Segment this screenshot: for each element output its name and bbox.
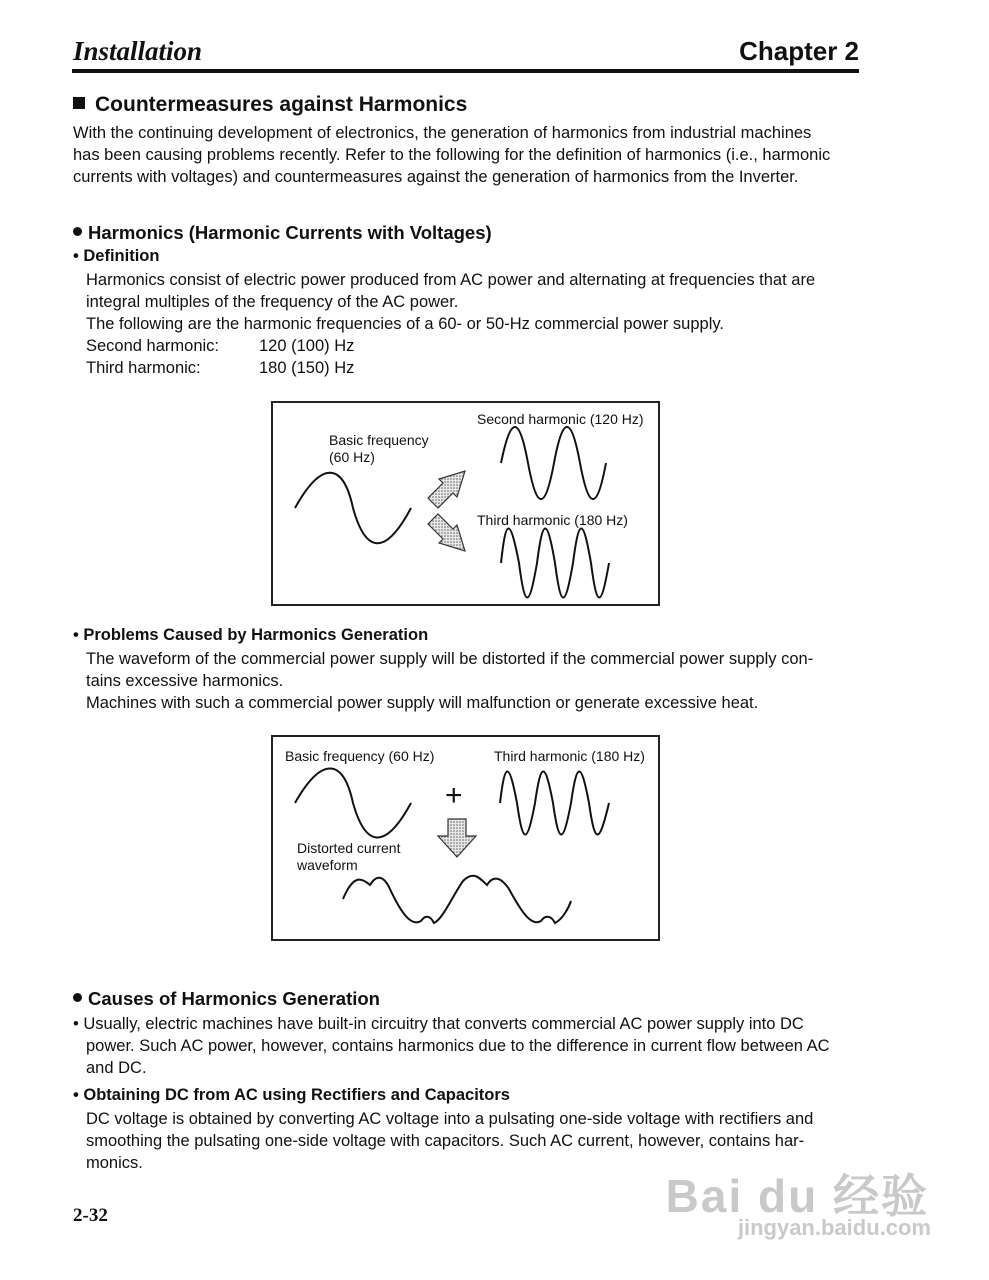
fig2-distorted-wave [343,876,571,923]
fig2-basic-label: Basic frequency (60 Hz) [285,748,435,764]
watermark-url: jingyan.baidu.com [737,1215,931,1240]
fig2-down-arrow [438,819,476,857]
header-chapter: Chapter 2 [739,36,859,66]
fig1-arrow-up [428,471,465,508]
harmonics-heading: Harmonics (Harmonic Currents with Voltages) [73,222,492,244]
fig2-distorted-label: Distorted current waveform [297,840,401,873]
bullet-icon [73,227,82,236]
causes-bullet1: • Usually, electric machines have built-in circuitry that converts commercial AC power supply into DC power. Such AC power, however, contains harmonics due to the difference in current flow between AC and DC. [73,1015,830,1077]
rectifier-title: • Obtaining DC from AC using Rectifiers and Capacitors [73,1086,510,1104]
fig2-waveforms [273,737,658,939]
fig2-third-wave [500,772,609,835]
problems-title: • Problems Caused by Harmonics Generation [73,626,429,644]
intro-paragraph: With the continuing development of electronics, the generation of harmonics from industrial machines has been causing problems recently. Refer to the following for the definition of harmonics (i.e., harmonic currents with voltages) and countermeasures against the generation of harmonics from the Inverter. [73,124,831,186]
fig1-arrow-down [428,514,465,551]
harmonic-row-third: Third harmonic: 180 (150) Hz [86,359,355,377]
bullet-icon [73,993,82,1002]
definition-text: Harmonics consist of electric power produced from AC power and alternating at frequencies that are integral multiples of the frequency of the AC power. The following are the harmonic frequencies of a 60- or 50-Hz commercial power supply. Second harmonic: 120 (100) Hz Third harmonic: 180 (150) Hz [86,269,861,379]
fig2-third-label: Third harmonic (180 Hz) [494,748,645,764]
fig1-waveforms [273,403,658,604]
fig1-basic-label: Basic frequency (60 Hz) [329,432,429,465]
plus-sign: + [445,779,463,812]
rectifier-text: DC voltage is obtained by converting AC voltage into a pulsating one-side voltage with rectifiers and smoothing the pulsating one-side voltage with capacitors. Such AC current, however, contains har- monics. [86,1110,814,1172]
main-heading: Countermeasures against Harmonics [73,93,467,117]
fig1-third-wave [501,529,609,598]
page-number: 2-32 [73,1205,108,1226]
fig1-second-label: Second harmonic (120 Hz) [477,411,644,427]
square-bullet-icon [73,97,85,109]
header-rule [72,69,859,73]
causes-heading: Causes of Harmonics Generation [73,988,380,1010]
fig2-basic-wave [295,769,411,838]
definition-title: • Definition [73,247,160,265]
header-section: Installation [73,36,203,66]
figure-distorted-waveform [271,735,660,941]
problems-text: The waveform of the commercial power supply will be distorted if the commercial power supply con- tains excessive harmonics. Machines with such a commercial power supply will malfunction or generate excessive heat. [86,650,814,712]
figure-harmonic-frequencies [271,401,660,606]
watermark-brand: Bai du 经验 [665,1170,929,1222]
fig1-basic-wave [295,473,411,544]
fig1-third-label: Third harmonic (180 Hz) [477,512,628,528]
fig1-second-wave [501,427,606,499]
harmonic-row-second: Second harmonic: 120 (100) Hz [86,337,355,355]
